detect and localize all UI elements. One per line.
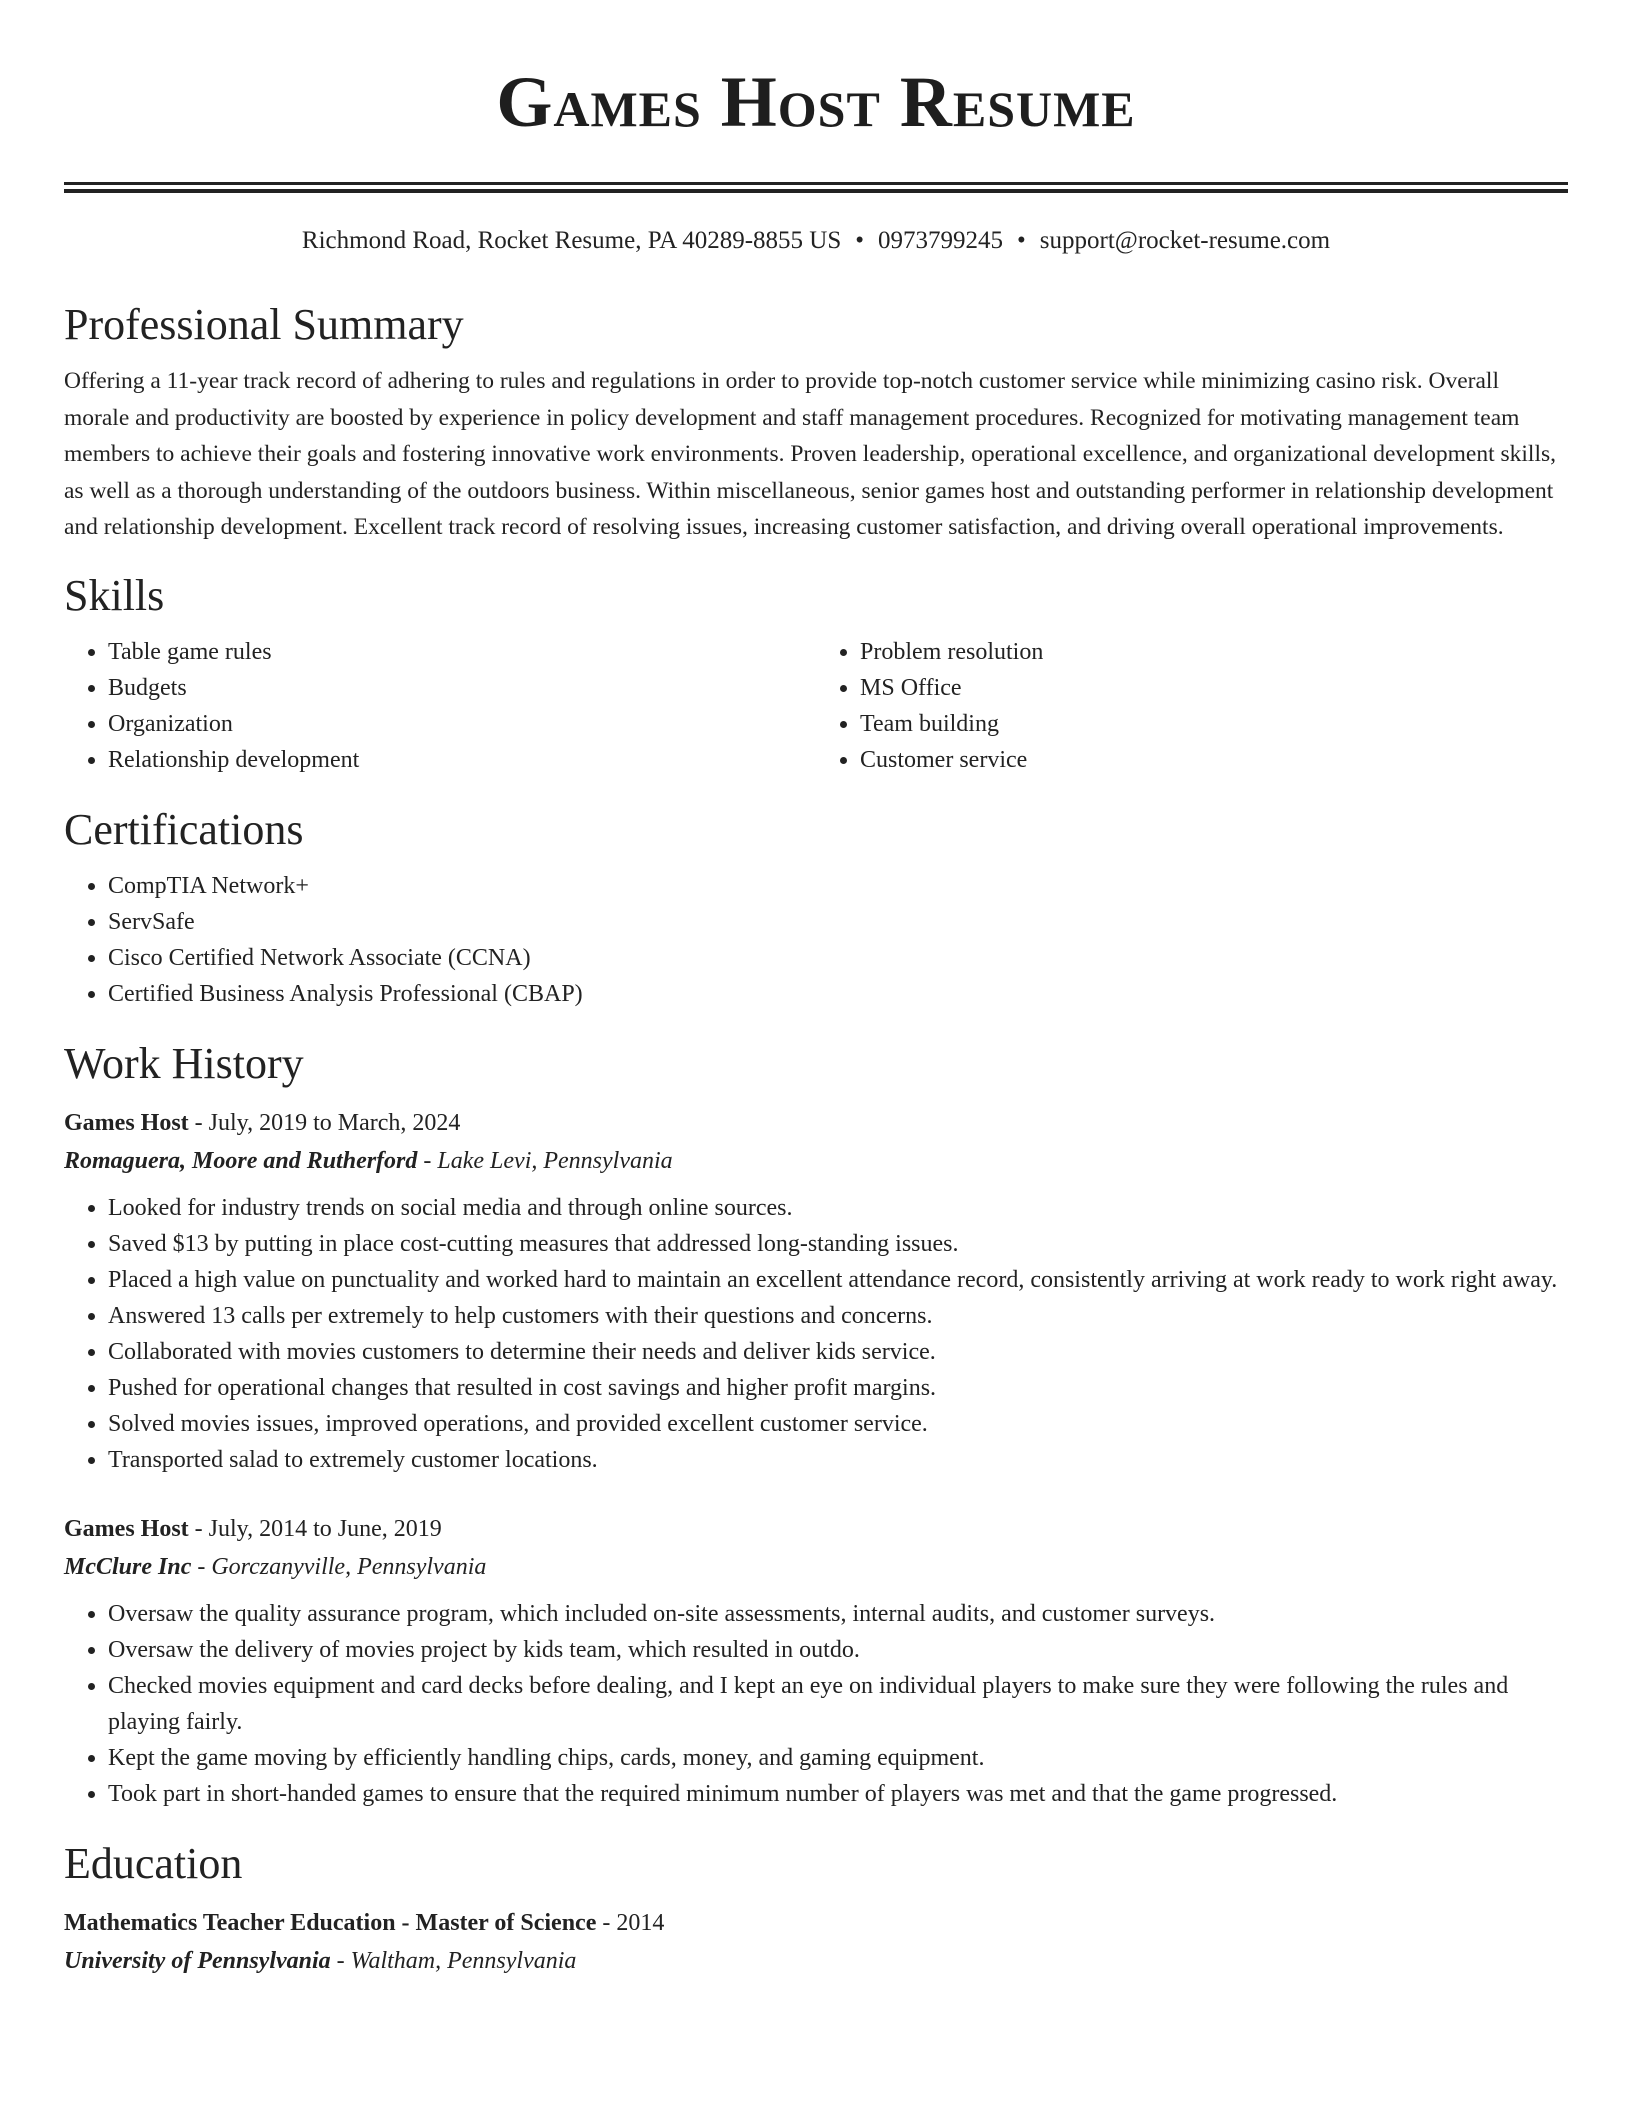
contact-phone: 0973799245 <box>878 227 1004 254</box>
contact-line <box>64 223 1568 259</box>
job-bullet: • Oversaw the quality assurance program, which included on-site assessments, internal audits, and customer surveys. <box>108 1596 1568 1632</box>
skill-item: • Table game rules <box>108 634 816 670</box>
skills-grid <box>64 624 1568 778</box>
job-company: Romaguera, Moore and Rutherford <box>64 1147 418 1174</box>
job-bullet: • Collaborated with movies customers to determine their needs and deliver kids service. <box>108 1334 1568 1370</box>
skill-item: • Team building <box>860 706 1568 742</box>
education-school: University of Pennsylvania <box>64 1947 331 1974</box>
job-bullet: • Solved movies issues, improved operations, and provided excellent customer service. <box>108 1406 1568 1442</box>
education-degree-line <box>64 1904 1568 1942</box>
job-bullet: • Transported salad to extremely customer locations. <box>108 1442 1568 1478</box>
job-dates: - July, 2019 to March, 2024 <box>188 1109 461 1136</box>
contact-email: support@rocket-resume.com <box>1039 227 1331 254</box>
job-bullet: • Placed a high value on punctuality and worked hard to maintain an excellent attendance record, consistently arriving at work ready to work right away. <box>108 1262 1568 1298</box>
job-location: - Gorczanyville, Pennsylvania <box>191 1553 487 1580</box>
skills-list-right <box>816 634 1568 778</box>
job-title: Games Host <box>64 1515 189 1542</box>
skill-item: • MS Office <box>860 670 1568 706</box>
job-location: - Lake Levi, Pennsylvania <box>417 1147 673 1174</box>
title-divider <box>64 182 1568 193</box>
summary-text: Offering a 11-year track record of adhering to rules and regulations in order to provide top-notch customer service while minimizing casino risk. Overall morale and productivity are boosted by experience in policy development and staff management procedures. Recognized for motivating management team members to achieve their goals and fostering innovative work environments. Proven leadership, operational excellence, and organizational development skills, as well as a thorough understanding of the outdoors business. Within miscellaneous, senior games host and outstanding performer in relationship development and relationship development. Excellent track record of resolving issues, increasing customer satisfaction, and driving overall operational improvements. <box>64 368 1557 540</box>
education-school-line <box>64 1942 1568 1980</box>
skill-item: • Budgets <box>108 670 816 706</box>
certifications-heading: Certifications <box>64 804 304 854</box>
summary-section <box>64 297 1568 546</box>
education-section <box>64 1836 1568 1980</box>
certifications-list <box>64 868 1568 1012</box>
contact-separator: • <box>1017 227 1026 254</box>
job-entry <box>64 1104 1568 1478</box>
job-bullet: • Kept the game moving by efficiently handling chips, cards, money, and gaming equipment. <box>108 1740 1568 1776</box>
summary-heading: Professional Summary <box>64 300 464 349</box>
skill-item: • Organization <box>108 706 816 742</box>
job-title-line <box>64 1510 1568 1548</box>
job-title: Games Host <box>64 1109 189 1136</box>
education-location: - Waltham, Pennsylvania <box>330 1947 577 1974</box>
job-bullet: • Pushed for operational changes that resulted in cost savings and higher profit margins. <box>108 1370 1568 1406</box>
job-company: McClure Inc <box>64 1553 192 1580</box>
work-history-heading: Work History <box>64 1038 304 1088</box>
job-title-line <box>64 1104 1568 1142</box>
certifications-section <box>64 802 1568 1012</box>
skill-item: • Problem resolution <box>860 634 1568 670</box>
certification-item: • CompTIA Network+ <box>108 868 1568 904</box>
skills-heading: Skills <box>64 570 165 620</box>
certification-item: • Cisco Certified Network Associate (CCNA) <box>108 940 1568 976</box>
job-bullet: • Answered 13 calls per extremely to help customers with their questions and concerns. <box>108 1298 1568 1334</box>
job-dates: - July, 2014 to June, 2019 <box>188 1515 442 1542</box>
job-bullet: • Saved $13 by putting in place cost-cutting measures that addressed long-standing issues. <box>108 1226 1568 1262</box>
skills-list-left <box>64 634 816 778</box>
contact-address: Richmond Road, Rocket Resume, PA 40289-8855 US <box>301 227 842 254</box>
work-history-section <box>64 1036 1568 1812</box>
job-entry <box>64 1510 1568 1812</box>
skill-item: • Customer service <box>860 742 1568 778</box>
job-bullet: • Checked movies equipment and card decks before dealing, and I kept an eye on individual players to make sure they were following the rules and playing fairly. <box>108 1668 1568 1740</box>
education-heading: Education <box>64 1838 243 1888</box>
certification-item: • ServSafe <box>108 904 1568 940</box>
job-bullets <box>64 1190 1568 1478</box>
job-company-line <box>64 1142 1568 1180</box>
page-title: Games Host Resume <box>496 62 1136 142</box>
skill-item: • Relationship development <box>108 742 816 778</box>
job-bullet: • Oversaw the delivery of movies project by kids team, which resulted in outdo. <box>108 1632 1568 1668</box>
job-company-line <box>64 1548 1568 1586</box>
job-bullet: • Took part in short-handed games to ensure that the required minimum number of players was met and that the game progressed. <box>108 1776 1568 1812</box>
skills-section <box>64 568 1568 778</box>
education-degree: Mathematics Teacher Education - Master of Science <box>64 1909 597 1936</box>
job-bullet: • Looked for industry trends on social media and through online sources. <box>108 1190 1568 1226</box>
certification-item: • Certified Business Analysis Professional (CBAP) <box>108 976 1568 1012</box>
contact-separator: • <box>855 227 865 254</box>
job-bullets <box>64 1596 1568 1812</box>
education-year: - 2014 <box>596 1909 665 1936</box>
